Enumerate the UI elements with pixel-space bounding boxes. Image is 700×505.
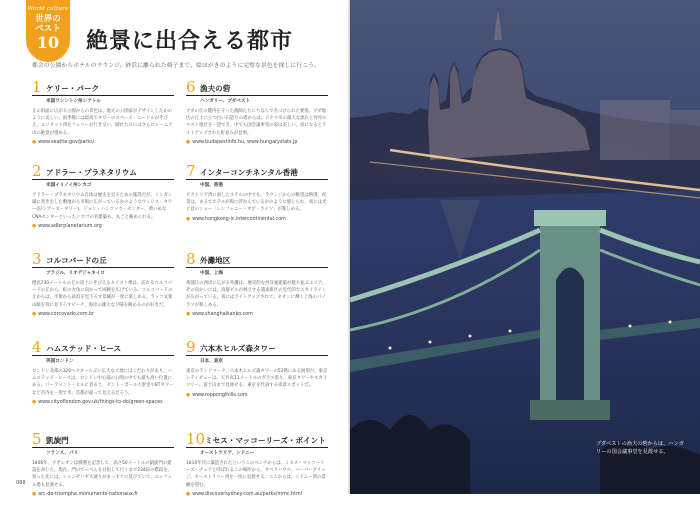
entry-name: 凱旋門 <box>46 436 69 445</box>
entry-description: ブダの丘の麓内を守った漁師たちにちなんで名づけられた要塞。ブダ地区の丘上に立つ白い石造りの塔からは、ドナウ川の雄大な流れと対岸のペスト地区を一望でき、中でも国会議事堂の姿は美しい。夜になるとライトアップされた町並みが見事。 <box>186 109 327 136</box>
bullet-icon: ● <box>186 139 191 145</box>
left-page <box>0 0 350 497</box>
bullet-icon: ● <box>32 223 37 229</box>
bullet-icon: ● <box>32 311 37 317</box>
bridge-tower-base <box>530 400 610 420</box>
entry-9 <box>186 340 328 424</box>
entry-8 <box>186 252 328 332</box>
entry-number: 7 <box>186 162 196 180</box>
entry-location: ハンガリー、ブダペスト <box>200 99 251 104</box>
badge-script: World culture <box>27 6 69 12</box>
entry-name: 外灘地区 <box>200 256 231 265</box>
bridge-chain-left <box>350 230 540 300</box>
entry-location: 中国、香港 <box>200 183 223 188</box>
page-title: 絶景に出合える都市 <box>86 28 294 54</box>
entry-name: 六本木ヒルズ森タワー <box>200 344 276 353</box>
bullet-icon: ● <box>186 491 191 497</box>
entry-3 <box>32 252 174 332</box>
entry-location: 英国ロンドン <box>46 359 74 364</box>
bullet-icon: ● <box>186 216 191 222</box>
entry-name: ケリー・パーク <box>46 84 100 93</box>
entry-name: コルコバードの丘 <box>46 256 107 265</box>
entry-description: 黄浦江の西岸に広がる外灘は、歴史的な西洋風建築が建ち並ぶエリア。その向かいには、高層ビルが林立する浦東新区の近代的なスカイラインが広がっている。夜にはライトアップされて、ネオンに輝く上海のパノラマが楽しめる。 <box>186 281 327 308</box>
page-number: 088 <box>16 480 26 486</box>
entry-url[interactable]: ● www.shanghaikanko.com <box>186 311 253 317</box>
entry-location: 米国ワシントン州シアトル <box>46 99 102 104</box>
right-column <box>186 80 328 505</box>
left-column <box>32 80 174 505</box>
entry-number: 4 <box>32 338 42 356</box>
entry-2 <box>32 164 174 244</box>
entry-number: 3 <box>32 250 42 268</box>
entry-number: 8 <box>186 250 196 268</box>
entry-url[interactable]: ● www.adlerplanetarium.org <box>32 223 102 229</box>
badge-number: 10 <box>36 33 60 52</box>
entry-number: 6 <box>186 78 196 96</box>
entry-description: 丘の斜面に広がる公園からの景色は、地元の公園家がデザインしたかのように美しい。雨季後には最高でタワーのスペース・ニードルがそびえ、エリオット湾をフェリーが行き交い、晴れた日にはさらにレーニア山の絶景が望める。 <box>32 109 173 136</box>
entry-5 <box>32 432 174 497</box>
parliament-spire <box>494 10 502 40</box>
bridge-deck-right <box>600 318 700 340</box>
entry-url[interactable]: ● www.hongkong-ic.intercontinental.com <box>186 216 286 222</box>
bridge-deck <box>350 330 540 372</box>
entry-url[interactable]: ● www.budapestinfo.hu, www.hungarystats.jp <box>186 139 298 145</box>
entry-location: オーストラリア、シドニー <box>200 451 255 456</box>
bullet-icon: ● <box>32 491 37 497</box>
bullet-icon: ● <box>32 399 37 405</box>
bullet-icon: ● <box>186 311 191 317</box>
entry-10 <box>186 432 328 497</box>
entry-number: 2 <box>32 162 42 180</box>
entry-name: インターコンチネンタル香港 <box>200 168 298 177</box>
entry-6 <box>186 80 328 156</box>
series-badge <box>26 0 70 62</box>
entry-number: 5 <box>32 430 42 448</box>
entry-location: 中国、上海 <box>200 271 223 276</box>
entry-description: 1810年代に築造されたというこのベンチからは、ミセス・マッコーリーズ・チェアと呼ばれるこの場所から、オペラハウス、ハーバーブリッジ、オーストラリー湾を一度に見渡せる。ここからは、シドニー湾の景観を望む。 <box>186 461 326 488</box>
lead-text: 都会の公園からホテルのラウンジ、砂浜に離られた椅子まで、絵はがきのように完璧な景色を探しに行こう。 <box>32 63 320 69</box>
entry-number: 1 <box>32 78 42 96</box>
entry-7 <box>186 164 328 244</box>
entry-name: ハムステッド・ヒース <box>46 344 122 353</box>
entry-location: 米国イリノイ州シカゴ <box>46 183 92 188</box>
entry-description: ロンドン北部の320ヘクタールぶい広大な土地にはこだわりがあり、ハムステッド・ヒースは、ロンドン中心部の公園の中でも最も高い位置にある。パーラメント・ヒルに登ると、セント・ポール大聖堂やBTタワーなど市内を一望でき、首都が違って見えるだろう。 <box>32 369 174 396</box>
entry-1 <box>32 80 174 156</box>
photo-caption: ブダペストの漁夫の砦からは、ハンガリーの国会議事堂を見渡せる。 <box>596 441 684 455</box>
entry-name: アドラー・プラネタリウム <box>46 168 137 177</box>
photo-page <box>350 0 700 494</box>
bridge-tower-top <box>534 210 606 226</box>
water-reflection <box>440 200 480 260</box>
entry-name: 漁夫の砦 <box>200 84 231 93</box>
entry-url[interactable]: ● arc-de-triomphe.monuments-nationaux.fr <box>32 491 139 497</box>
entry-location: ブラジル、リオデジャネイロ <box>46 271 105 276</box>
building-far-right <box>670 110 700 160</box>
bullet-icon: ● <box>32 139 37 145</box>
entry-number: 10 <box>186 430 206 448</box>
entry-url[interactable]: ● www.discoversydney.com.au/parks/mmc.html <box>186 491 302 497</box>
entry-url[interactable]: ● www.roppongihills.com <box>186 392 248 398</box>
budapest-night-photo <box>350 0 700 494</box>
entry-description: 東京のランドマーク、六本木ヒルズ森タワーの52階にある展望台、東京シティビューは、天井高11メートルのガラス張り。東京タワーやスカイツリー、富士山まで見渡せる、東京を代表する夜景スポットだ。 <box>186 369 328 389</box>
entry-description: 1806年、ナポレオンは戦勝を記念して、高さ50メートルの凱旋門の建設を命じた。現在、門のてっぺんを目指して行くまで234段の階段を、昇った先には、シャンゼリゼ大通りがまっすぐに延びていて、エッフェル塔も見渡せる。 <box>32 461 173 488</box>
entry-4 <box>32 340 174 424</box>
entry-number: 9 <box>186 338 196 356</box>
foreground-trees <box>350 415 470 494</box>
bridge-chain-right-2 <box>600 250 700 285</box>
entry-name: ミセス・マッコーリーズ・ポイント <box>205 436 326 445</box>
entry-location: 日本、東京 <box>200 359 223 364</box>
entry-url[interactable]: ● www.cityoflondon.gov.uk/things-to-do/green-spaces <box>32 399 163 405</box>
entry-location: フランス、パリ <box>46 451 79 456</box>
badge-label: 世界の ベスト <box>35 14 61 34</box>
entry-description: アドラー・プラネタリウム自体は歴史を見るための施設だが、ミシガン湖に突き出した敷地から市街に広がっているかのようなウィリス・タワー(旧シアーズ・タワー)、ジョン・ハンコック・センター、黄いめなCNAセンターといったシカゴの名建築も、丸ごと眺められる。 <box>32 193 173 220</box>
entry-url[interactable]: ● www.corcovado.com.br <box>32 311 95 317</box>
bridge-arch <box>556 268 584 401</box>
entry-url[interactable]: ● www.seattle.gov/parks/ <box>32 139 95 145</box>
entry-description: ビクトリア湾に面したホテルの中でも、ラウンジからの眺望は格別。夜景は、まるでホテルが海に浮かんでいるかのように感じられ、夜には光と音のショー「シンフォニー・オブ・ライツ」が楽しめる。 <box>186 193 327 213</box>
entry-description: 標高730メートルの丘の頂上にそびえるキリスト像は、訪れるコルコバードの丘から、町の方角に向かって両腕を広げている。コルコバードの丘からは、市街から砂浜を見下ろす景観が一度に楽しめる。ラッコ文楽山脈を背に見下ろすビーチ、海岸の雄大な夕陽を眺めるのが好きだ。 <box>32 281 173 308</box>
building-right <box>600 100 670 160</box>
bullet-icon: ● <box>186 392 191 398</box>
